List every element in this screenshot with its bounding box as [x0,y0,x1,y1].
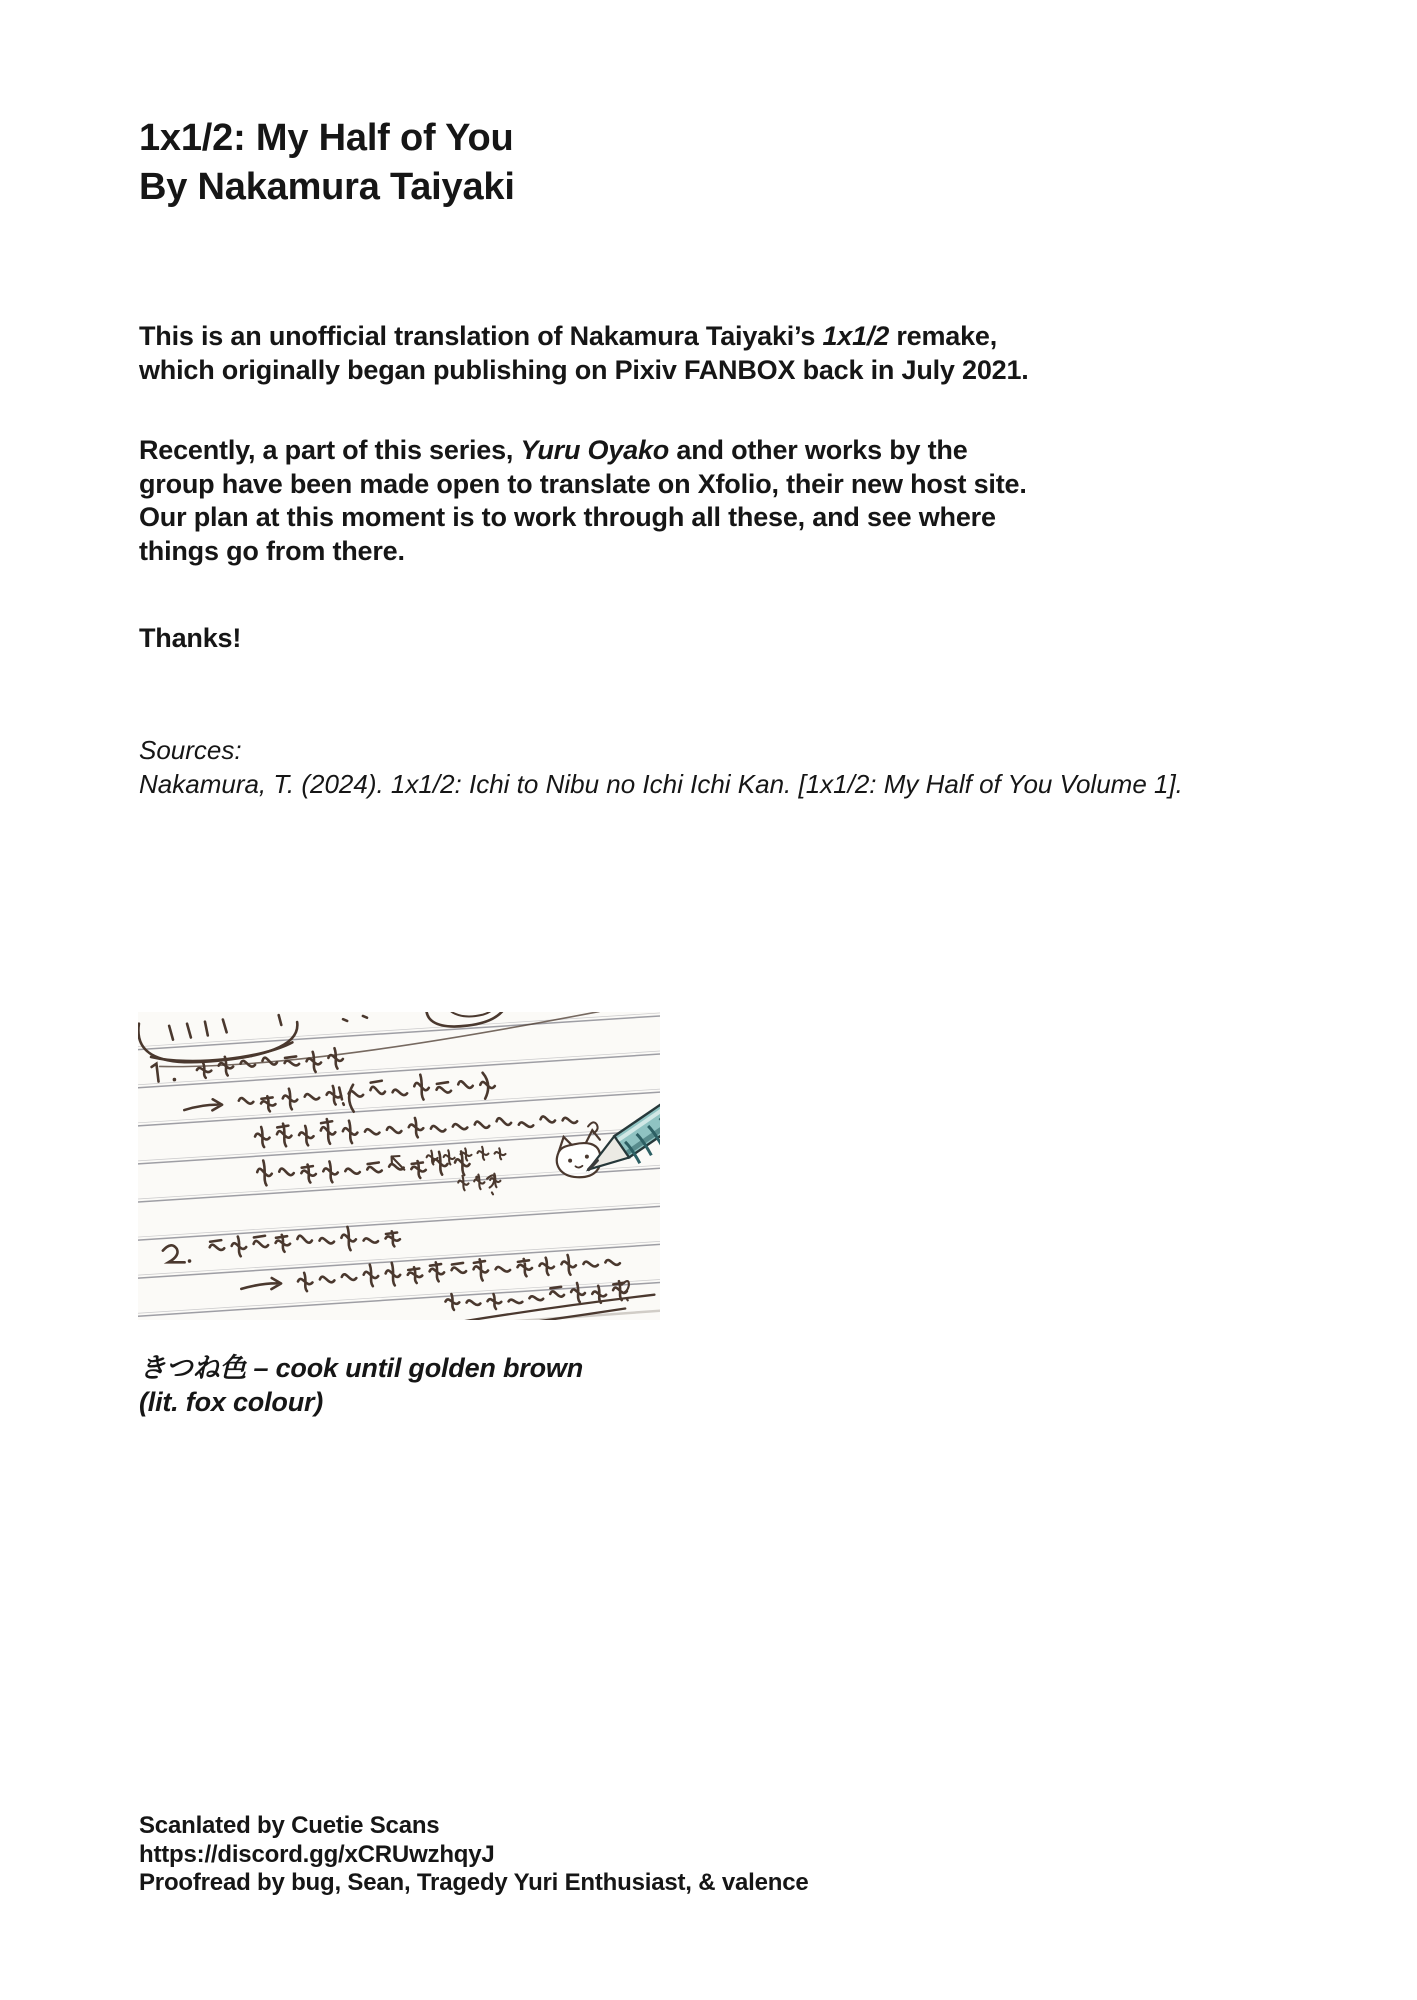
scanlation-credit: Scanlated by Cuetie Scans [139,1812,440,1839]
paragraph-line: things go from there. [139,535,405,566]
discord-url: https://discord.gg/xCRUwzhqyJ [139,1840,495,1868]
page-title-block [139,114,515,212]
notes-photo-svg [138,1012,660,1320]
paragraph-line [139,434,1027,468]
paragraph-xfolio-note [139,434,1027,568]
paragraph-line: Our plan at this moment is to work through all these, and see where [139,502,996,532]
proofread-credit: Proofread by bug, Sean, Tragedy Yuri Enthusiast, & valence [139,1869,809,1896]
page-byline: By Nakamura Taiyaki [139,166,515,208]
credits-footer [139,1812,809,1898]
handwritten-notes-photo [138,1012,660,1320]
page-title: 1x1/2: My Half of You [139,117,514,159]
sources-citation: Nakamura, T. (2024). 1x1/2: Ichi to Nibu no Ichi Ichi Kan. [1x1/2: My Half of You Volume 1]. [139,769,1183,799]
text-run: This is an unofficial translation of Nakamura Taiyaki’s [139,321,823,351]
sources-block [139,733,1183,801]
series-title-italic: Yuru Oyako [520,435,670,465]
paragraph-line: group have been made open to translate on Xfolio, their new host site. [139,468,1027,499]
caption-line: (lit. fox colour) [139,1386,324,1417]
text-run: Recently, a part of this series, [139,435,521,465]
paragraph-translation-note [139,320,1029,387]
photo-caption [139,1352,583,1419]
text-run: remake, [889,321,998,351]
caption-line: きつね色 – cook until golden brown [139,1353,583,1383]
paragraph-line: which originally began publishing on Pixiv FANBOX back in July 2021. [139,354,1029,385]
thanks-line: Thanks! [139,623,242,653]
paragraph-line [139,320,1029,354]
series-title-italic: 1x1/2 [822,321,890,351]
sources-heading: Sources: [139,735,242,765]
text-run: and other works by the [669,435,968,465]
